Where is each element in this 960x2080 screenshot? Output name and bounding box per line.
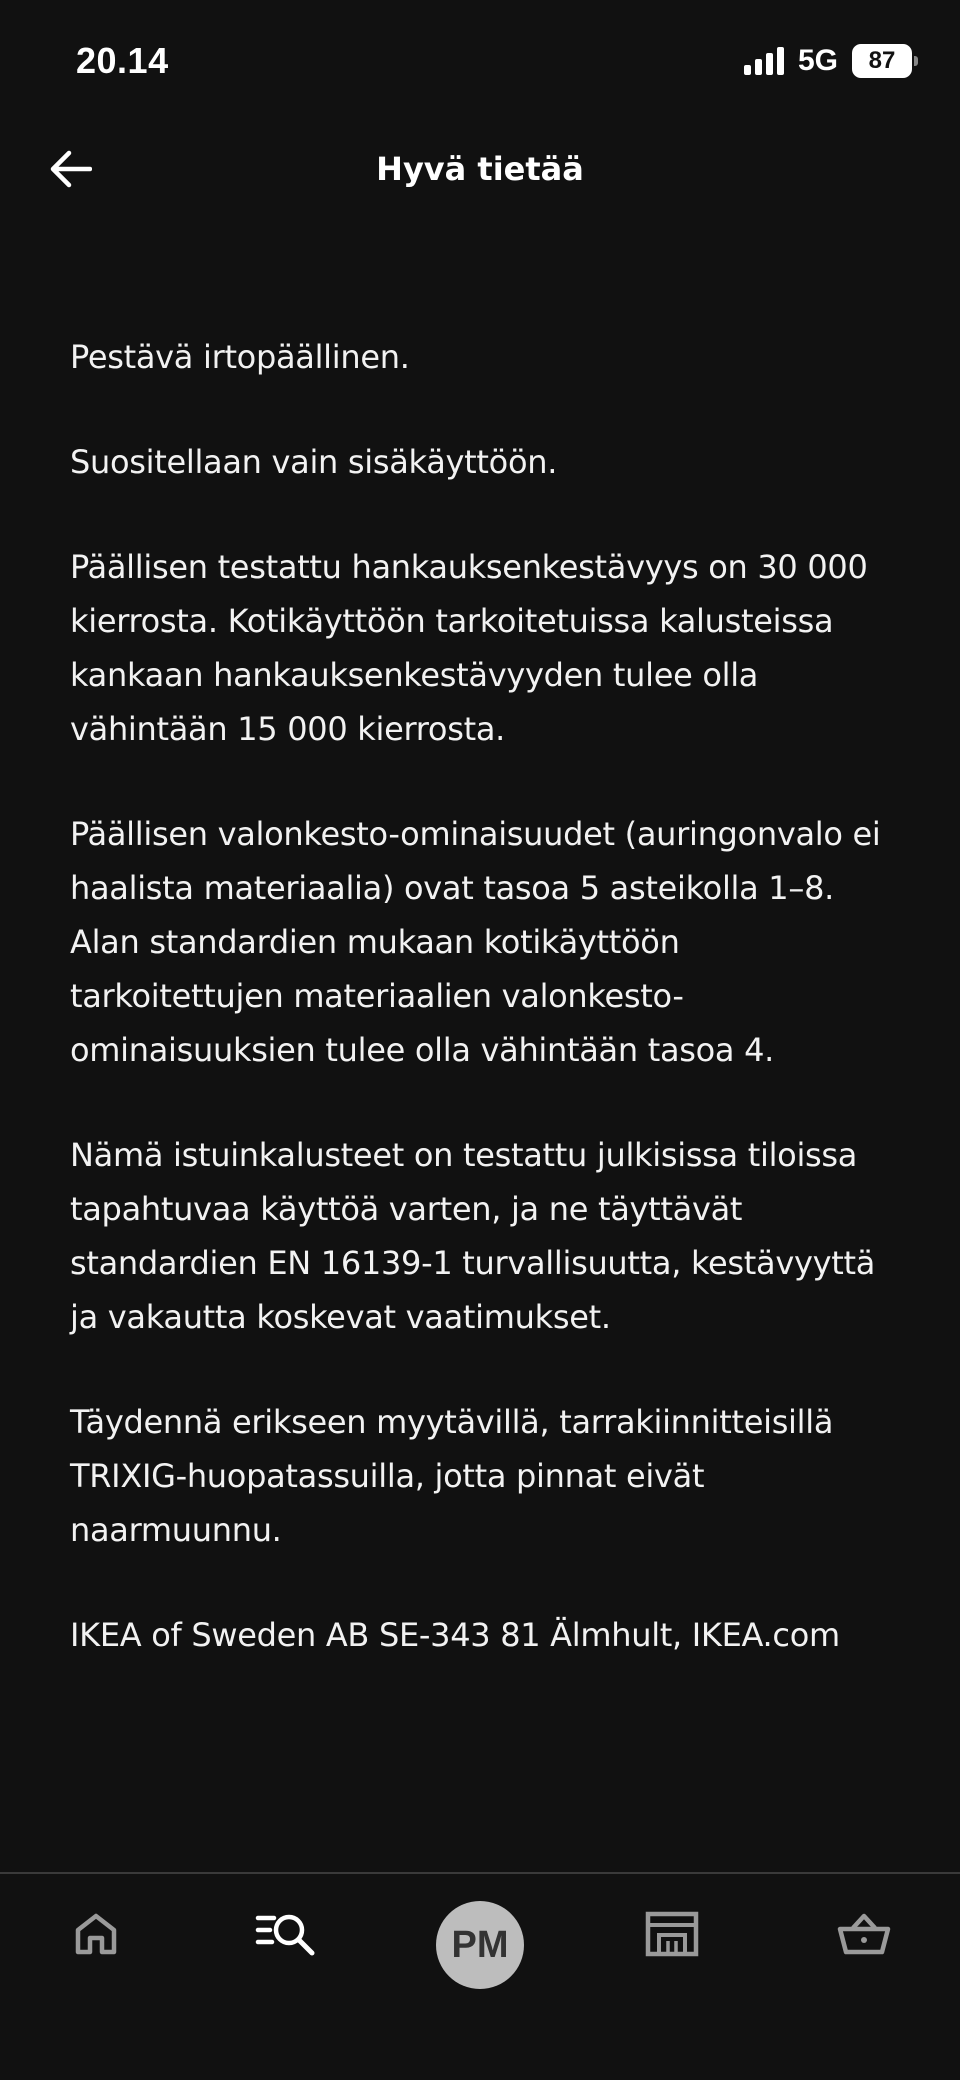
header — [0, 130, 960, 210]
status-time: 20.14 — [76, 40, 169, 81]
paragraph-washable-cover: Pestävä irtopäällinen. — [70, 338, 410, 376]
paragraph-public-use-testing: Nämä istuinkalusteet on testattu julkisissa tiloissa tapahtuvaa käyttöä varten, ja ne täyttävät standardien EN 16139-1 turvallisuutta, kestävyyttä ja vakautta koskevat vaatimukset. — [70, 1136, 876, 1336]
nav-basket[interactable] — [804, 1874, 924, 1994]
basket-icon — [837, 1912, 891, 1956]
nav-home[interactable] — [36, 1874, 156, 1994]
battery-icon: 87 — [852, 44, 912, 78]
bottom-navigation — [0, 1872, 960, 2080]
nav-search[interactable] — [226, 1874, 346, 1994]
paragraph-light-fastness: Päällisen valonkesto-ominaisuudet (auringonvalo ei haalista materiaalia) ovat tasoa 5 asteikolla 1–8. Alan standardien mukaan kotikäyttöön tarkoitettujen materiaalien valonkesto-ominaisuuksien tulee olla vähintään tasoa 4. — [70, 815, 881, 1069]
info-content — [70, 330, 900, 1713]
paragraph-abrasion-resistance: Päällisen testattu hankauksenkestävyys on 30 000 kierrosta. Kotikäyttöön tarkoitetuissa kalusteissa kankaan hankauksenkestävyyden tulee olla vähintään 15 000 kierrosta. — [70, 548, 868, 748]
paragraph-indoor-use: Suositellaan vain sisäkäyttöön. — [70, 443, 558, 481]
paragraph-felt-pads: Täydennä erikseen myytävillä, tarrakiinnitteisillä TRIXIG-huopatassuilla, jotta pinnat eivät naarmuunnu. — [70, 1403, 834, 1549]
store-icon — [645, 1911, 699, 1957]
cellular-signal-icon — [744, 47, 784, 75]
page-title: Hyvä tietää — [376, 150, 584, 188]
paragraph-manufacturer: IKEA of Sweden AB SE-343 81 Älmhult, IKEA.com — [70, 1616, 840, 1654]
status-bar — [0, 0, 960, 120]
network-type: 5G — [797, 44, 838, 77]
nav-profile[interactable] — [420, 1874, 540, 1994]
search-list-icon — [254, 1908, 318, 1960]
avatar: PM — [436, 1901, 524, 1989]
home-icon — [72, 1910, 120, 1958]
nav-stores[interactable] — [612, 1874, 732, 1994]
status-indicators — [744, 44, 912, 78]
